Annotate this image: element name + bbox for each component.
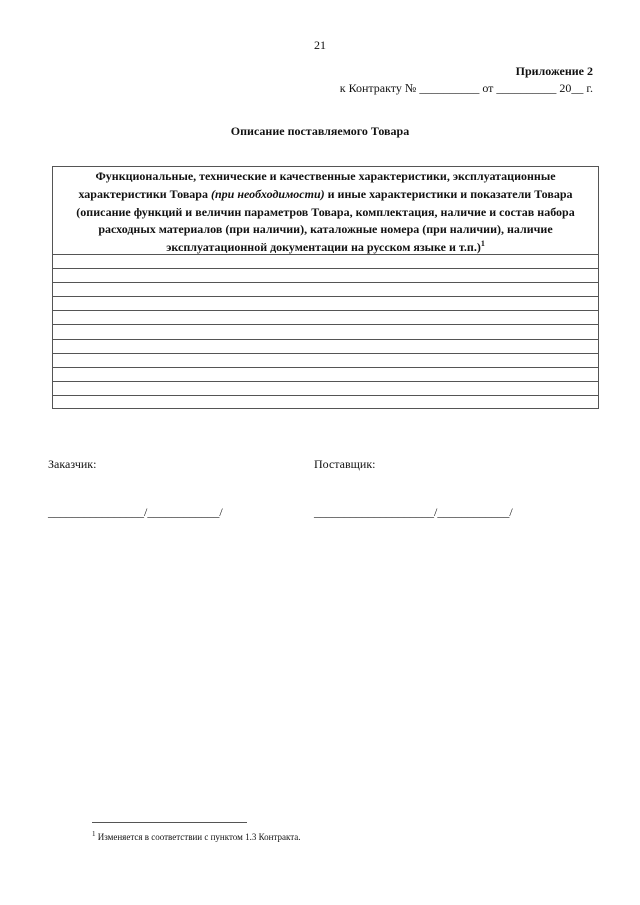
table-header-text-continued: и иные характеристики и показатели Товара (описание функций и величин параметров Товара, комплектация, наличие и состав набора расходных материалов (при наличии), каталожные номера (при наличии), наличие эксплуатационной документации на русском языке и т.п.) — [76, 186, 575, 255]
table-header-text: Функциональные, технические и качественные характеристики, эксплуатационные характеристики Товара — [78, 169, 556, 201]
table-header-italic: (при необходимости) — [210, 186, 325, 201]
page-number: 21 — [314, 38, 326, 52]
table-header-cell — [53, 167, 598, 254]
customer-label: Заказчик: — [48, 457, 97, 471]
supplier-signature-line: ____________________/____________/ — [314, 505, 513, 519]
customer-signature-line: ________________/____________/ — [48, 505, 223, 519]
table-row — [53, 354, 598, 368]
contract-reference-line: к Контракту № __________ от __________ 20__ г. — [339, 81, 593, 95]
footnote-text: Изменяется в соответствии с пунктом 1.3 Контракта. — [95, 832, 301, 842]
table-row — [53, 311, 598, 325]
table-row — [53, 255, 598, 269]
appendix-label: Приложение 2 — [515, 64, 593, 78]
goods-description-table — [52, 166, 599, 409]
table-body — [53, 254, 598, 410]
footnote — [92, 832, 301, 842]
footnote-separator — [92, 822, 247, 823]
document-title: Описание поставляемого Товара — [230, 124, 410, 138]
table-row — [53, 340, 598, 354]
table-row — [53, 382, 598, 396]
table-row — [53, 297, 598, 311]
table-row — [53, 283, 598, 297]
footnote-mark: 1 — [92, 830, 96, 838]
table-row — [53, 325, 598, 339]
supplier-label: Поставщик: — [314, 457, 376, 471]
table-row — [53, 368, 598, 382]
table-row — [53, 269, 598, 283]
footnote-reference: 1 — [480, 239, 485, 249]
table-row — [53, 396, 598, 410]
